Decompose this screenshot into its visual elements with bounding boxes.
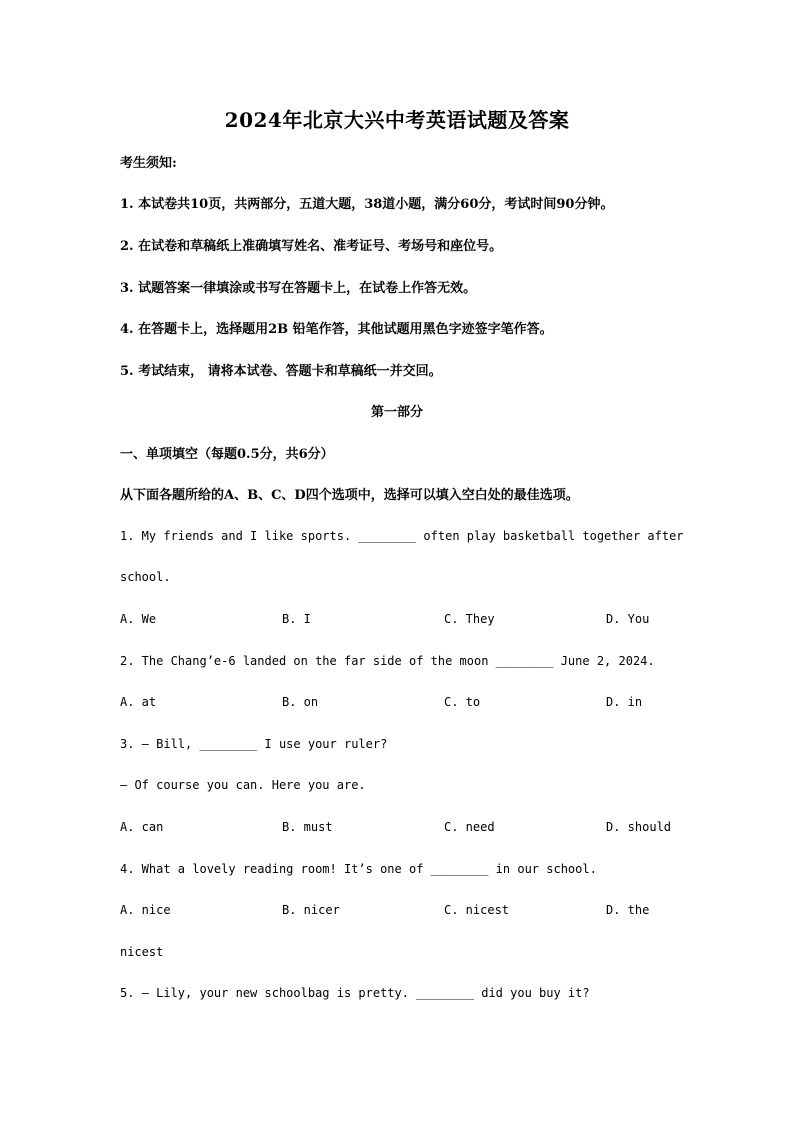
- section-heading: 一、单项填空（每题0.5分，共6分）: [120, 447, 334, 462]
- question-3-option-c: C. need: [444, 820, 495, 834]
- question-2-text: 2. The Chang’e-6 landed on the far side of the moon ________ June 2, 2024.: [120, 654, 655, 668]
- question-4-option-b: B. nicer: [282, 903, 340, 917]
- question-5-text: 5. — Lily, your new schoolbag is pretty. ________ did you buy it?: [120, 986, 590, 1000]
- notice-item-3: 3. 试题答案一律填涂或书写在答题卡上，在试卷上作答无效。: [120, 281, 477, 296]
- question-4-option-c: C. nicest: [444, 903, 510, 917]
- question-1-option-c: C. They: [444, 612, 495, 626]
- notice-heading: 考生须知:: [120, 156, 177, 171]
- question-1-option-b: B. I: [282, 612, 311, 626]
- notice-item-2: 2. 在试卷和草稿纸上准确填写姓名、准考证号、考场号和座位号。: [120, 239, 503, 254]
- question-3-option-d: D. should: [606, 820, 672, 834]
- notice-item-1: 1. 本试卷共10页，共两部分，五道大题，38道小题，满分60分，考试时间90分钟。: [120, 197, 614, 212]
- question-2-option-a: A. at: [120, 695, 157, 709]
- question-4-option-a: A. nice: [120, 903, 171, 917]
- part-heading: 第一部分: [370, 405, 423, 420]
- question-3-text: 3. — Bill, ________ I use your ruler?: [120, 737, 388, 751]
- question-3-option-a: A. can: [120, 820, 164, 834]
- question-4-text: 4. What a lovely reading room! It’s one of ________ in our school.: [120, 862, 597, 876]
- question-1-text-continued: school.: [120, 570, 171, 584]
- question-1-option-a: A. We: [120, 612, 157, 626]
- notice-item-4: 4. 在答题卡上，选择题用2B 铅笔作答，其他试题用黑色字迹签字笔作答。: [120, 322, 553, 337]
- question-2-option-d: D. in: [606, 695, 643, 709]
- question-2-option-b: B. on: [282, 695, 319, 709]
- question-3-reply: — Of course you can. Here you are.: [120, 778, 366, 792]
- page-title: 2024年北京大兴中考英语试题及答案: [224, 108, 570, 132]
- question-3-option-b: B. must: [282, 820, 333, 834]
- question-2-option-c: C. to: [444, 695, 481, 709]
- question-4-option-d: D. the: [606, 903, 650, 917]
- section-instruction: 从下面各题所给的A、B、C、D四个选项中，选择可以填入空白处的最佳选项。: [120, 488, 579, 503]
- question-1-option-d: D. You: [606, 612, 650, 626]
- notice-item-5: 5. 考试结束， 请将本试卷、答题卡和草稿纸一并交回。: [120, 364, 442, 379]
- question-1-text: 1. My friends and I like sports. ________ often play basketball together after: [120, 529, 684, 543]
- question-4-option-d-continued: nicest: [120, 945, 164, 959]
